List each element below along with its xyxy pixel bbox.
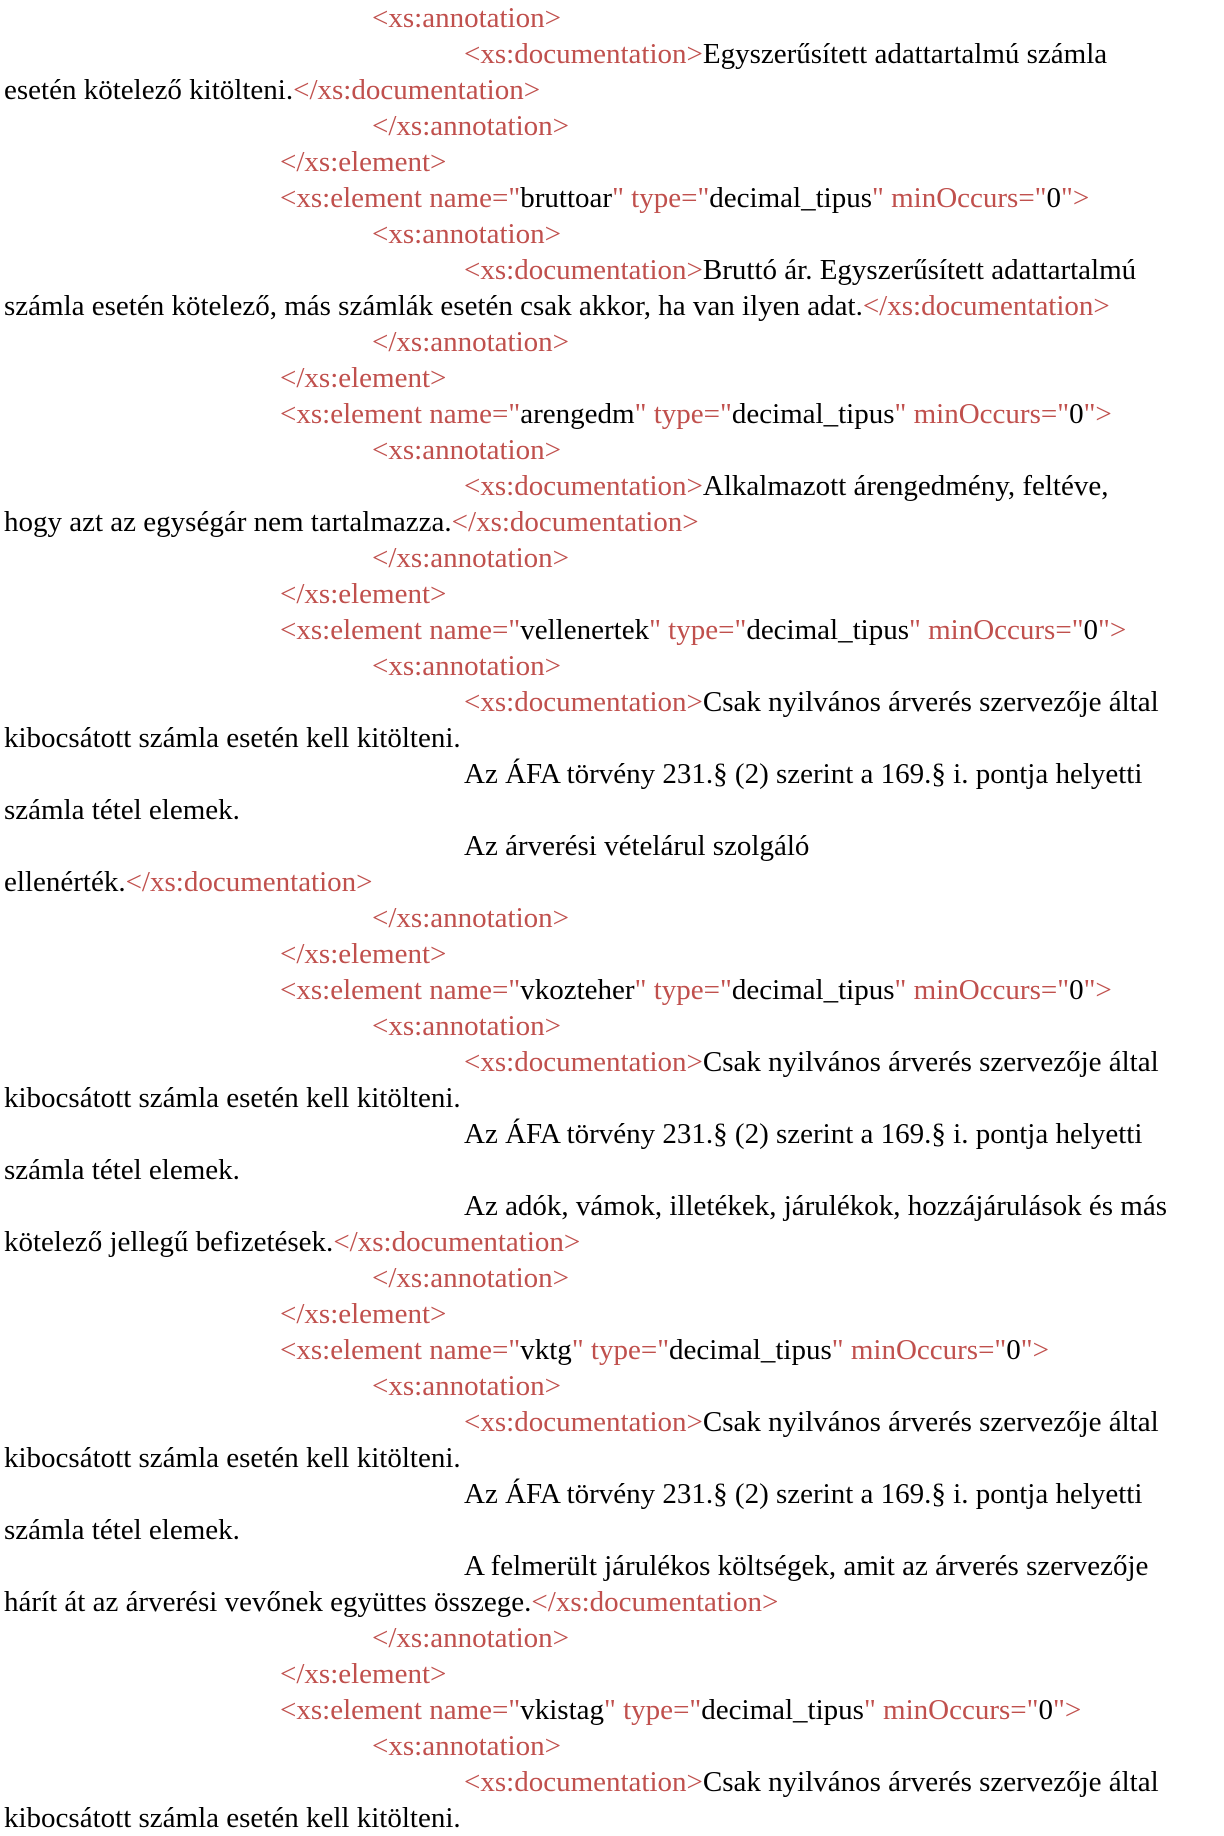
xml-markup: </xs:annotation> <box>372 326 570 358</box>
code-line <box>4 828 1220 864</box>
xml-markup: " <box>831 1334 851 1366</box>
xml-markup: =" <box>492 974 521 1006</box>
xml-markup: </xs:documentation> <box>451 506 699 538</box>
xml-markup: =" <box>492 614 521 646</box>
documentation-text: kibocsátott számla esetén kell kitölteni. <box>4 722 461 754</box>
xml-markup: <xs:annotation> <box>372 1730 561 1762</box>
xml-markup: </xs:element> <box>280 578 447 610</box>
xml-attribute-name: name <box>429 1694 493 1726</box>
xml-attribute-value: decimal_tipus <box>731 398 895 430</box>
documentation-text: Az ÁFA törvény 231.§ (2) szerint a 169.§ i. pontja helyetti <box>464 1478 1143 1510</box>
xml-markup: </xs:annotation> <box>372 902 570 934</box>
xml-markup: </xs:annotation> <box>372 542 570 574</box>
documentation-text: kötelező jellegű befizetések. <box>4 1226 334 1258</box>
code-line <box>4 972 1220 1008</box>
xml-markup: </xs:documentation> <box>293 74 541 106</box>
xml-markup: </xs:documentation> <box>531 1586 779 1618</box>
code-line <box>4 180 1220 216</box>
code-line <box>4 1512 1220 1548</box>
documentation-text: számla esetén kötelező, más számlák esetén csak akkor, ha van ilyen adat. <box>4 290 863 322</box>
documentation-text: hogy azt az egységár nem tartalmazza. <box>4 506 452 538</box>
code-line <box>4 252 1220 288</box>
xml-markup: <xs:documentation> <box>464 1406 703 1438</box>
code-line <box>4 648 1220 684</box>
xml-attribute-value: 0 <box>1069 398 1084 430</box>
documentation-text: Egyszerűsített adattartalmú számla <box>702 38 1108 70</box>
xml-markup: </xs:element> <box>280 146 447 178</box>
xml-markup: =" <box>1055 614 1084 646</box>
code-line <box>4 1584 1220 1620</box>
xml-markup: </xs:documentation> <box>862 290 1110 322</box>
code-line <box>4 1080 1220 1116</box>
xml-markup: =" <box>1010 1694 1039 1726</box>
xml-attribute-name: type <box>668 614 719 646</box>
xml-markup: </xs:annotation> <box>372 1622 570 1654</box>
xml-markup: <xs:annotation> <box>372 2 561 34</box>
xml-markup: " <box>863 1694 884 1726</box>
xml-attribute-name: minOccurs <box>850 1334 979 1366</box>
code-line <box>4 432 1220 468</box>
xml-markup: <xs:documentation> <box>464 38 703 70</box>
xml-markup: <xs:annotation> <box>372 434 561 466</box>
xml-markup: " <box>894 398 914 430</box>
xml-markup: <xs:documentation> <box>464 1766 703 1798</box>
code-line <box>4 720 1220 756</box>
documentation-text: esetén kötelező kitölteni. <box>4 74 294 106</box>
code-line <box>4 72 1220 108</box>
xml-markup: <xs:element <box>280 182 430 214</box>
documentation-text: ellenérték. <box>4 866 126 898</box>
documentation-text: kibocsátott számla esetén kell kitölteni. <box>4 1082 461 1114</box>
xml-document <box>4 0 1220 1836</box>
xml-markup: " <box>604 1694 624 1726</box>
xml-markup: <xs:element <box>280 1694 430 1726</box>
code-line <box>4 468 1220 504</box>
xml-attribute-value: 0 <box>1046 182 1062 214</box>
code-line <box>4 1404 1220 1440</box>
code-line <box>4 216 1220 252</box>
xml-markup: =" <box>492 182 521 214</box>
documentation-text: Csak nyilvános árverés szervezője által <box>702 1406 1159 1438</box>
code-line <box>4 1620 1220 1656</box>
xml-markup: </xs:documentation> <box>333 1226 581 1258</box>
xml-markup: </xs:documentation> <box>125 866 373 898</box>
xml-markup: </xs:annotation> <box>372 1262 570 1294</box>
xml-markup: " <box>871 182 892 214</box>
xml-markup: "> <box>1083 974 1112 1006</box>
xml-markup: </xs:element> <box>280 938 447 970</box>
code-line <box>4 936 1220 972</box>
code-line <box>4 1368 1220 1404</box>
xml-markup: " <box>894 974 914 1006</box>
xml-markup: <xs:annotation> <box>372 650 561 682</box>
code-line <box>4 756 1220 792</box>
code-line <box>4 324 1220 360</box>
code-line <box>4 1548 1220 1584</box>
code-line <box>4 1224 1220 1260</box>
xml-markup: " <box>612 182 632 214</box>
xml-attribute-value: decimal_tipus <box>701 1694 864 1726</box>
code-line <box>4 1044 1220 1080</box>
documentation-text: Csak nyilvános árverés szervezője által <box>702 1046 1159 1078</box>
xml-attribute-name: minOccurs <box>883 1694 1011 1726</box>
xml-markup: <xs:annotation> <box>372 1370 561 1402</box>
xml-markup: </xs:element> <box>280 1658 447 1690</box>
xml-attribute-name: type <box>653 398 704 430</box>
xml-attribute-value: vktg <box>520 1334 572 1366</box>
xml-attribute-name: minOccurs <box>913 398 1041 430</box>
xml-markup: " <box>634 398 654 430</box>
code-line <box>4 1764 1220 1800</box>
xml-markup: =" <box>703 974 732 1006</box>
xml-attribute-value: vellenertek <box>520 614 650 646</box>
documentation-text: A felmerült járulékos költségek, amit az árverés szervezője <box>464 1550 1149 1582</box>
xml-markup: " <box>649 614 669 646</box>
xml-markup: =" <box>718 614 747 646</box>
xml-markup: =" <box>492 398 521 430</box>
xml-markup: <xs:element <box>280 398 430 430</box>
xml-markup: " <box>909 614 929 646</box>
xml-attribute-value: decimal_tipus <box>746 614 909 646</box>
code-line <box>4 1116 1220 1152</box>
code-line <box>4 1476 1220 1512</box>
xml-attribute-value: 0 <box>1038 1694 1053 1726</box>
code-line <box>4 1728 1220 1764</box>
xml-markup: <xs:element <box>280 614 430 646</box>
xml-markup: "> <box>1053 1694 1082 1726</box>
xml-markup: </xs:annotation> <box>372 110 570 142</box>
documentation-text: számla tétel elemek. <box>4 794 240 826</box>
xml-attribute-value: decimal_tipus <box>669 1334 832 1366</box>
code-line <box>4 1656 1220 1692</box>
xml-markup: =" <box>1018 182 1047 214</box>
xml-attribute-name: name <box>429 182 493 214</box>
code-line <box>4 612 1220 648</box>
documentation-text: számla tétel elemek. <box>4 1154 240 1186</box>
xml-markup: =" <box>492 1334 521 1366</box>
xml-markup: =" <box>640 1334 670 1366</box>
xml-attribute-name: type <box>623 1694 674 1726</box>
xml-markup: =" <box>673 1694 702 1726</box>
xml-attribute-name: minOccurs <box>891 182 1019 214</box>
xml-markup: =" <box>1040 398 1070 430</box>
code-line <box>4 684 1220 720</box>
xml-attribute-value: bruttoar <box>520 182 613 214</box>
xml-markup: =" <box>681 182 710 214</box>
code-line <box>4 360 1220 396</box>
xml-markup: "> <box>1098 614 1127 646</box>
code-line <box>4 576 1220 612</box>
xml-markup: =" <box>978 1334 1007 1366</box>
xml-markup: "> <box>1061 182 1090 214</box>
code-line <box>4 144 1220 180</box>
code-line <box>4 792 1220 828</box>
documentation-text: hárít át az árverési vevőnek együttes összege. <box>4 1586 532 1618</box>
xml-markup: <xs:annotation> <box>372 218 561 250</box>
xml-markup: <xs:documentation> <box>464 686 703 718</box>
xml-attribute-name: type <box>590 1334 641 1366</box>
code-line <box>4 1188 1220 1224</box>
xml-attribute-value: 0 <box>1083 614 1099 646</box>
xml-markup: =" <box>1040 974 1070 1006</box>
xml-markup: <xs:documentation> <box>464 470 703 502</box>
code-line <box>4 1692 1220 1728</box>
xml-attribute-name: name <box>429 974 493 1006</box>
xml-markup: <xs:element <box>280 974 430 1006</box>
xml-attribute-name: type <box>631 182 682 214</box>
documentation-text: Az ÁFA törvény 231.§ (2) szerint a 169.§ i. pontja helyetti <box>464 1118 1143 1150</box>
xml-attribute-value: vkozteher <box>520 974 635 1006</box>
xml-attribute-value: arengedm <box>520 398 635 430</box>
xml-markup: </xs:element> <box>280 362 447 394</box>
xml-markup: =" <box>492 1694 521 1726</box>
documentation-text: Alkalmazott árengedmény, feltéve, <box>702 470 1109 502</box>
documentation-text: kibocsátott számla esetén kell kitölteni. <box>4 1442 461 1474</box>
code-line <box>4 900 1220 936</box>
xml-attribute-value: decimal_tipus <box>709 182 872 214</box>
xml-attribute-name: type <box>653 974 704 1006</box>
code-line <box>4 396 1220 432</box>
xml-markup: </xs:element> <box>280 1298 447 1330</box>
code-line <box>4 1260 1220 1296</box>
xml-attribute-value: vkistag <box>520 1694 605 1726</box>
xml-markup: " <box>571 1334 591 1366</box>
documentation-text: kibocsátott számla esetén kell kitölteni. <box>4 1802 461 1834</box>
xml-attribute-value: decimal_tipus <box>731 974 895 1006</box>
documentation-text: Az adók, vámok, illetékek, járulékok, hozzájárulások és más <box>464 1190 1168 1222</box>
xml-markup: "> <box>1020 1334 1049 1366</box>
code-line <box>4 0 1220 36</box>
documentation-text: Csak nyilvános árverés szervezője által <box>702 1766 1159 1798</box>
code-line <box>4 1440 1220 1476</box>
xml-attribute-name: name <box>429 1334 493 1366</box>
code-line <box>4 504 1220 540</box>
xml-markup: <xs:element <box>280 1334 430 1366</box>
documentation-text: Csak nyilvános árverés szervezője által <box>702 686 1159 718</box>
xml-markup: "> <box>1083 398 1112 430</box>
xml-attribute-name: minOccurs <box>913 974 1041 1006</box>
documentation-text: Az ÁFA törvény 231.§ (2) szerint a 169.§ i. pontja helyetti <box>464 758 1143 790</box>
documentation-text: Az árverési vételárul szolgáló <box>464 830 810 862</box>
code-line <box>4 288 1220 324</box>
xml-markup: <xs:documentation> <box>464 1046 703 1078</box>
code-line <box>4 864 1220 900</box>
xml-attribute-value: 0 <box>1069 974 1084 1006</box>
code-line <box>4 1296 1220 1332</box>
code-line <box>4 1800 1220 1836</box>
code-line <box>4 540 1220 576</box>
xml-attribute-name: name <box>429 614 493 646</box>
xml-attribute-name: name <box>429 398 493 430</box>
xml-attribute-name: minOccurs <box>928 614 1056 646</box>
xml-attribute-value: 0 <box>1006 1334 1021 1366</box>
documentation-text: számla tétel elemek. <box>4 1514 240 1546</box>
documentation-text: Bruttó ár. Egyszerűsített adattartalmú <box>702 254 1137 286</box>
xml-markup: <xs:documentation> <box>464 254 703 286</box>
code-line <box>4 108 1220 144</box>
xml-markup: " <box>634 974 654 1006</box>
code-line <box>4 1332 1220 1368</box>
code-line <box>4 36 1220 72</box>
xml-markup: =" <box>703 398 732 430</box>
code-line <box>4 1152 1220 1188</box>
xml-markup: <xs:annotation> <box>372 1010 561 1042</box>
code-line <box>4 1008 1220 1044</box>
